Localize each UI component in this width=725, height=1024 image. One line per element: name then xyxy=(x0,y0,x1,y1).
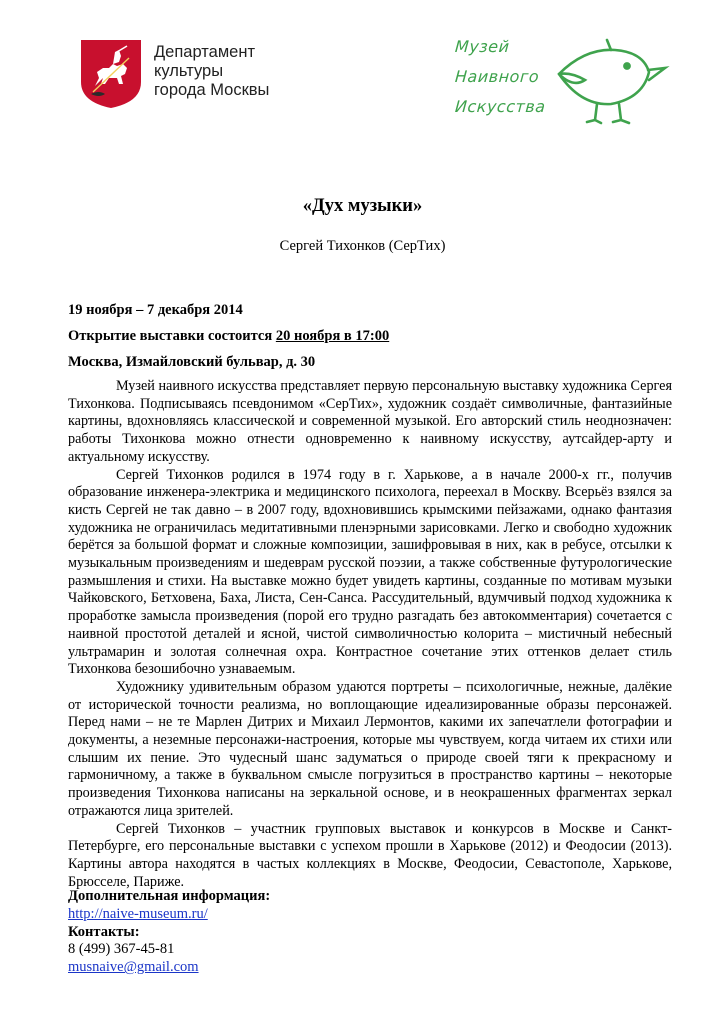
email-link[interactable]: musnaive@gmail.com xyxy=(68,959,199,976)
exhibition-title: «Дух музыки» xyxy=(302,196,423,216)
press-release-body xyxy=(68,378,672,891)
moscow-coat-of-arms-icon xyxy=(79,38,143,110)
exhibition-address: Москва, Измайловский бульвар, д. 30 xyxy=(68,354,316,370)
exhibition-dates: 19 ноября – 7 декабря 2014 xyxy=(68,302,243,318)
exhibition-details xyxy=(68,302,668,380)
info-label: Дополнительная информация: xyxy=(68,888,271,904)
website-link[interactable]: http://naive-museum.ru/ xyxy=(68,905,208,922)
body-paragraph: Сергей Тихонков родился в 1974 году в г. Харькове, а в начале 2000-х гг., получив образование инженера-электрика и медицинского психолога, переехал в Москву. Всерьёз взялся за кисть Сергей не так давно – в 2007 году, вдохновившись крымскими пейзажами, однако фантазия художника не ограничилась медитативными пленэрными зарисовками. Легко и свободно художник берётся за большой формат и сложные композиции, зашифровывая в них, как в ребусе, отсылки к музыкальным произведениям и шедеврам русской поэзии, а также собственные футурологические размышления и стихи. На выставке можно будет увидеть картины, созданные по мотивам музыки Чайковского, Бетховена, Баха, Листа, Сен-Санса. Рассудительный, вдумчивый подход художника к проработке замысла произведения (порой его трудно разгадать без автокомментария) сочетается с наивной простотой деталей и ясной, чистой символичностью колорита – мистичный небесный ультрамарин и золотая солнечная охра. Контрастное сочетание этих оттенков делает стиль Тихонкова безошибочно узнаваемым. xyxy=(68,466,672,678)
body-paragraph: Художнику удивительным образом удаются портреты – психологичные, нежные, далёкие от исторической точности реализма, но воплощающие идеализированные образы персонажей. Перед нами – не те Марлен Дитрих и Михаил Лермонтов, какими их запечатлели фотографии и документы, а неземные персонажи-настроения, которые мы чувствуем, когда читаем их стихи или слышим их пение. Это чудесный шанс задуматься о природе своей тяги к прекрасному и гармоничному, а также в буквальном смысле погрузиться в пространство картины – некоторые произведения Тихонкова написаны на зеркальной основе, и в неокрашенных фрагментах зеркал отражаются лица зрителей. xyxy=(68,678,672,819)
artist-name: Сергей Тихонков (СерТих) xyxy=(279,238,446,254)
opening-label: Открытие выставки состоится xyxy=(68,328,276,344)
department-name: Департамент культуры города Москвы xyxy=(154,43,270,99)
museum-name: Музей Наивного Искусства xyxy=(454,37,547,116)
contacts-label: Контакты: xyxy=(68,923,140,940)
body-paragraph: Музей наивного искусства представляет первую персональную выставку художника Сергея Тихонкова. Подписываясь псевдонимом «СерТих», художник создаёт символичные, фантазийные картины, вдохновляясь классической и современной музыкой. Его авторский стиль неоднозначен: работы Тихонкова можно отнести одновременно к наивному искусству, аутсайдер-арту и актуальному искусству. xyxy=(68,378,672,465)
body-paragraph: Сергей Тихонков – участник групповых выставок и конкурсов в Москве и Санкт-Петербурге, его персональные выставки с успехом прошли в Харькове (2012) и Феодосии (2013). Картины автора находятся в частых коллекциях в Москве, Феодосии, Севастополе, Харькове, Брюсселе, Париже. xyxy=(68,820,672,890)
contacts-block xyxy=(68,888,568,977)
phone-number: 8 (499) 367-45-81 xyxy=(68,941,175,958)
letterhead xyxy=(0,0,725,140)
museum-bird-logo-icon xyxy=(545,28,670,128)
opening-datetime: 20 ноября в 17:00 xyxy=(275,328,390,344)
opening-info xyxy=(68,328,668,345)
